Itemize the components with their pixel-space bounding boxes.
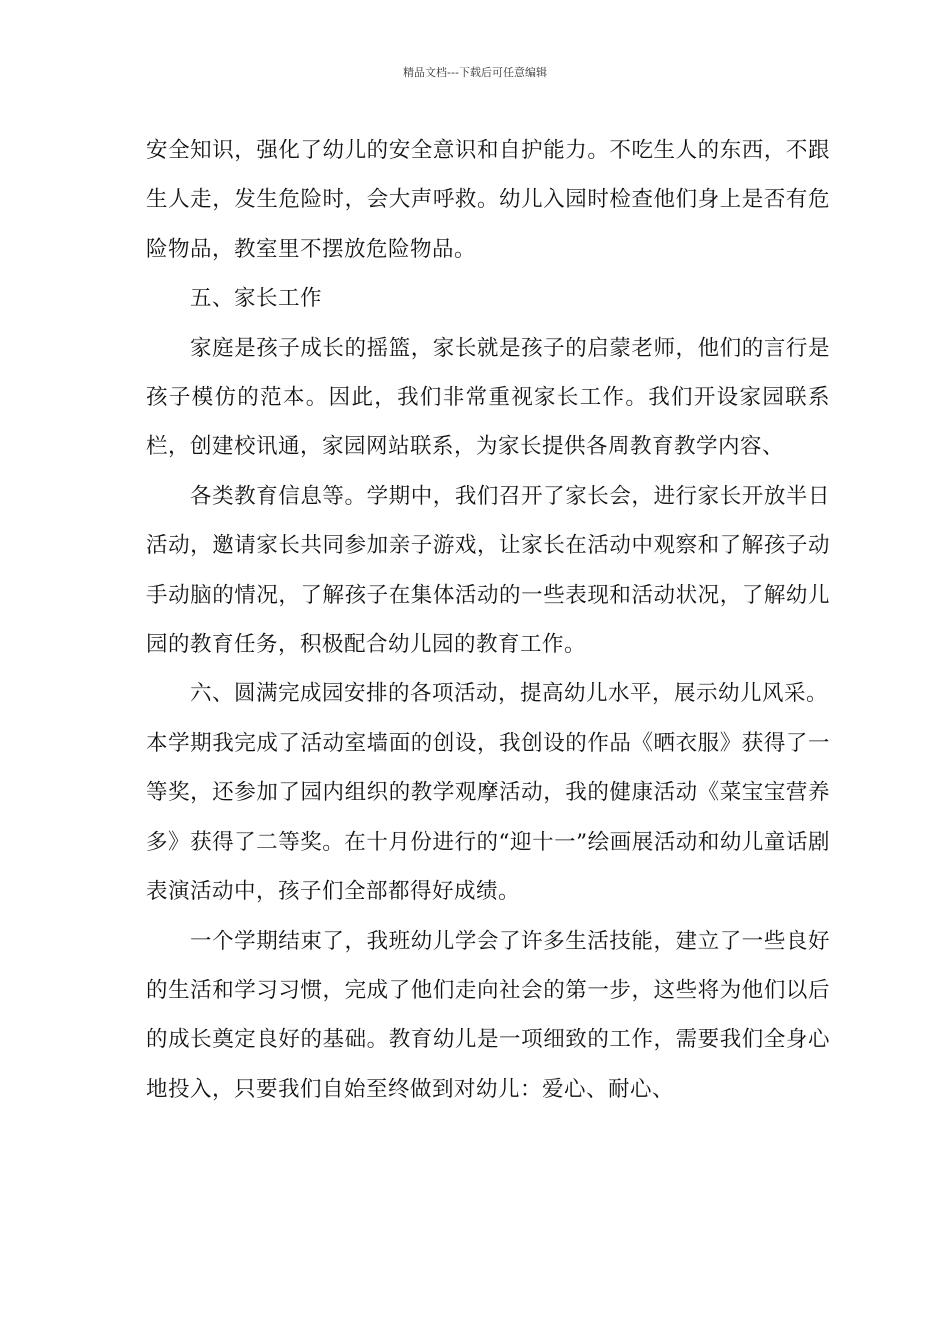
document-body [146, 126, 830, 1114]
paragraph-awards: 本学期我完成了活动室墙面的创设，我创设的作品《晒衣服》获得了一等奖，还参加了园内组织的教学观摩活动，我的健康活动《菜宝宝营养多》获得了二等奖。在十月份进行的“迎十一”绘画展活动和幼儿童话剧表演活动中，孩子们全部都得好成绩。 [146, 730, 830, 905]
section-heading-activities: 六、圆满完成园安排的各项活动，提高幼儿水平，展示幼儿风采。 [190, 681, 829, 707]
section-heading-parent-work: 五、家长工作 [190, 286, 323, 312]
paragraph-conclusion: 一个学期结束了，我班幼儿学会了许多生活技能，建立了一些良好的生活和学习习惯，完成了他们走向社会的第一步，这些将为他们以后的成长奠定良好的基础。教育幼儿是一项细致的工作，需要我们全身心地投入，只要我们自始至终做到对幼儿：爱心、耐心、 [146, 928, 830, 1102]
paragraph-safety-knowledge: 安全知识，强化了幼儿的安全意识和自护能力。不吃生人的东西，不跟生人走，发生危险时，会大声呼救。幼儿入园时检查他们身上是否有危险物品，教室里不摆放危险物品。 [146, 138, 830, 262]
paragraph-parent-work: 家庭是孩子成长的摇篮，家长就是孩子的启蒙老师，他们的言行是孩子模仿的范本。因此，我们非常重视家长工作。我们开设家园联系栏，创建校讯通，家园网站联系，为家长提供各周教育教学内容、 [146, 335, 830, 460]
paragraph-education-info: 各类教育信息等。学期中，我们召开了家长会，进行家长开放半日活动，邀请家长共同参加亲子游戏，让家长在活动中观察和了解孩子动手动脑的情况，了解孩子在集体活动的一些表现和活动状况，了解幼儿园的教育任务，积极配合幼儿园的教育工作。 [146, 483, 830, 658]
page-header: 精品文档---下载后可任意编辑 [403, 66, 547, 79]
